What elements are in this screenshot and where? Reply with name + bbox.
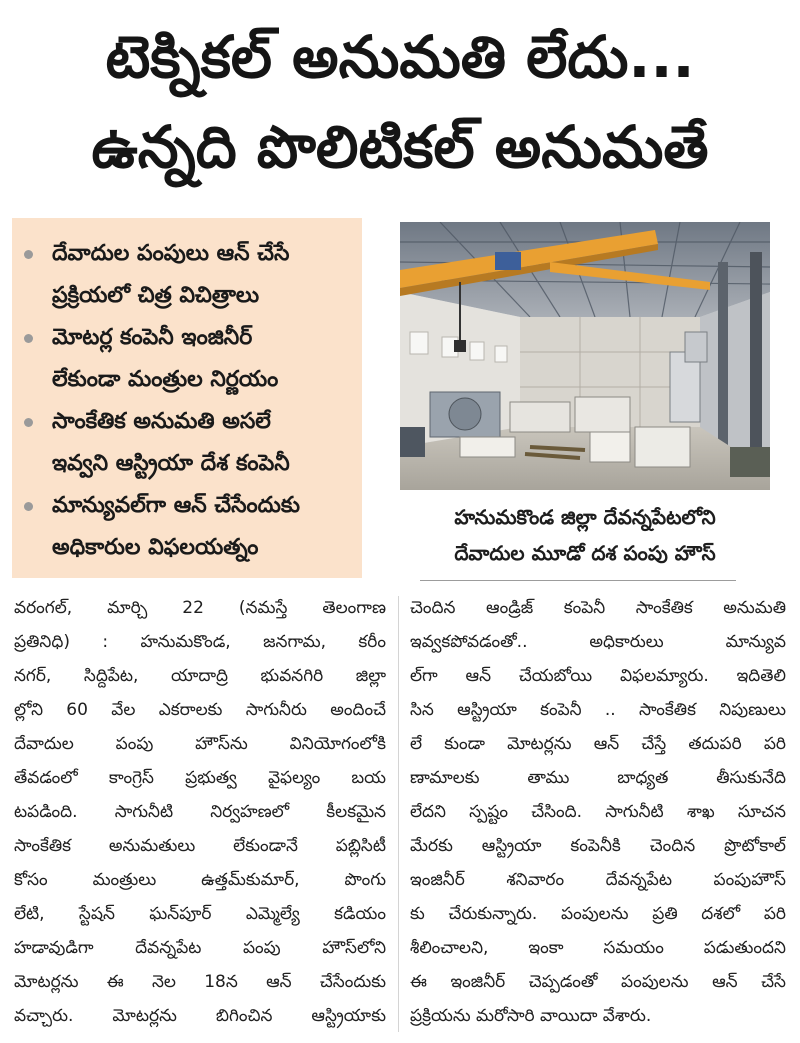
highlight-item [12,485,362,569]
highlight-item [12,233,362,317]
article-line: నగర్, సిద్దిపేట, యాదాద్రి భువనగిరి జిల్లా [14,666,386,686]
pump-house-photo [400,222,770,490]
article-line: ప్రక్రియను మరోసారి వాయిదా వేశారు. [410,1006,652,1026]
article-line: ఇవ్వకపోవడంతో.. అధికారులు మాన్యువ [410,632,786,652]
highlight-item [12,317,362,401]
article-line: లేదని స్పష్టం చేసింది. సాగునీటి శాఖ సూచన [410,802,786,822]
caption-line-2: దేవాదుల మూడో దశ పంపు హౌస్ [454,541,716,565]
headline-line-1: టెక్నికల్ అనుమతి లేదు... [105,23,695,91]
steel-column [750,252,762,467]
article-column-left [14,591,386,1033]
bullet-icon [24,334,33,343]
article-line: ణామాలకు తాము బాధ్యత తీసుకునేది [410,768,786,788]
column-divider [398,596,399,1032]
article-line: టపడింది. సాగునీటి నిర్వహణలో కీలకమైన [14,802,386,822]
article-line: దేవాదుల పంపు హౌస్‌ను వినియోగంలోకి [14,734,386,754]
article-line: చెందిన ఆండ్రిజ్ కంపెనీ సాంకేతిక అనుమతి [410,598,786,618]
highlight-text: ప్రక్రియలో చిత్ర విచిత్రాలు [52,283,260,308]
highlight-text: ఇవ్వని ఆస్ట్రియా దేశ కంపెనీ [52,451,290,476]
article-column-right [410,591,786,1033]
headline-line-2: ఉన్నది పొలిటికల్ అనుమతే [91,113,709,181]
article-line: కు చేరుకున్నారు. పంపులను ప్రతి దశలో పరి [410,904,786,924]
highlights-box [12,218,362,578]
crane-hook [454,340,466,352]
article-line: సిన ఆస్ట్రియా కంపెనీ .. సాంకేతిక నిపుణులు [410,700,786,720]
highlight-text: సాంకేతిక అనుమతి అసలే [52,409,271,434]
article-line: మోటర్లను ఈ నెల 18న ఆన్ చేసేందుకు [14,972,386,992]
article-line: తేవడంలో కాంగ్రెస్ ప్రభుత్వ వైఫల్యం బయ [14,768,386,788]
article-line: ఈ ఇంజినీర్ చెప్పడంతో పంపులను ఆన్ చేసే [410,972,786,992]
caption-line-1: హనుమకొండ జిల్లా దేవన్నపేటలోని [454,505,716,529]
article-line: వరంగల్, మార్చి 22 (నమస్తే తెలంగాణ [14,598,386,618]
photo-caption [400,499,770,571]
article-line: ఇంజినీర్ శనివారం దేవన్నపేట పంపుహౌస్ [410,870,786,890]
highlight-text: మోటర్ల కంపెనీ ఇంజినీర్ [52,325,253,350]
article-line: ల్‌గా ఆన్ చేయబోయి విఫలమ్యారు. ఇదితెలి [410,666,786,686]
bullet-icon [24,418,33,427]
article-line: లేటి, స్టేషన్ ఘన్‌పూర్ ఎమ్మెల్యే కడియం [14,904,386,924]
caption-divider [420,580,736,581]
crane-trolley [495,252,521,270]
steel-column [718,262,728,452]
highlight-text: అధికారుల విఫలయత్నం [52,535,259,560]
pump-house-illustration [400,222,770,490]
article-line: ప్రతినిధి) : హనుమకొండ, జనగామ, కరీం [14,632,386,652]
article-line: హడావుడిగా దేవన్నపేట పంపు హౌస్‌లోని [14,938,386,958]
article-line: లే కుండా మోటర్లను ఆన్ చేస్తే తదుపరి పరి [410,734,786,754]
article-line: కోసం మంత్రులు ఉత్తమ్‌కుమార్, పొంగు [14,870,386,890]
bullet-icon [24,250,33,259]
article-line: సాంకేతిక అనుమతులు లేకుండానే పబ్లిసిటీ [14,836,386,856]
bullet-icon [24,502,33,511]
highlight-text: లేకుండా మంత్రుల నిర్ణయం [52,367,279,392]
highlight-text: దేవాదుల పంపులు ఆన్ చేసే [52,241,290,266]
article-line: వచ్చారు. మోటర్లను బిగించిన ఆస్ట్రియాకు [14,1006,386,1026]
headline [0,12,800,192]
article-line: శీలించాలని, ఇంకా సమయం పడుతుందని [410,938,786,958]
highlight-text: మాన్యువల్‌గా ఆన్ చేసేందుకు [52,493,300,518]
article-line: ల్లోని 60 వేల ఎకరాలకు సాగునీరు అందించే [14,700,386,720]
article-line: మేరకు ఆస్ట్రియా కంపెనీకి చెందిన ప్రొటోకాల్ [410,836,786,856]
highlight-item [12,401,362,485]
